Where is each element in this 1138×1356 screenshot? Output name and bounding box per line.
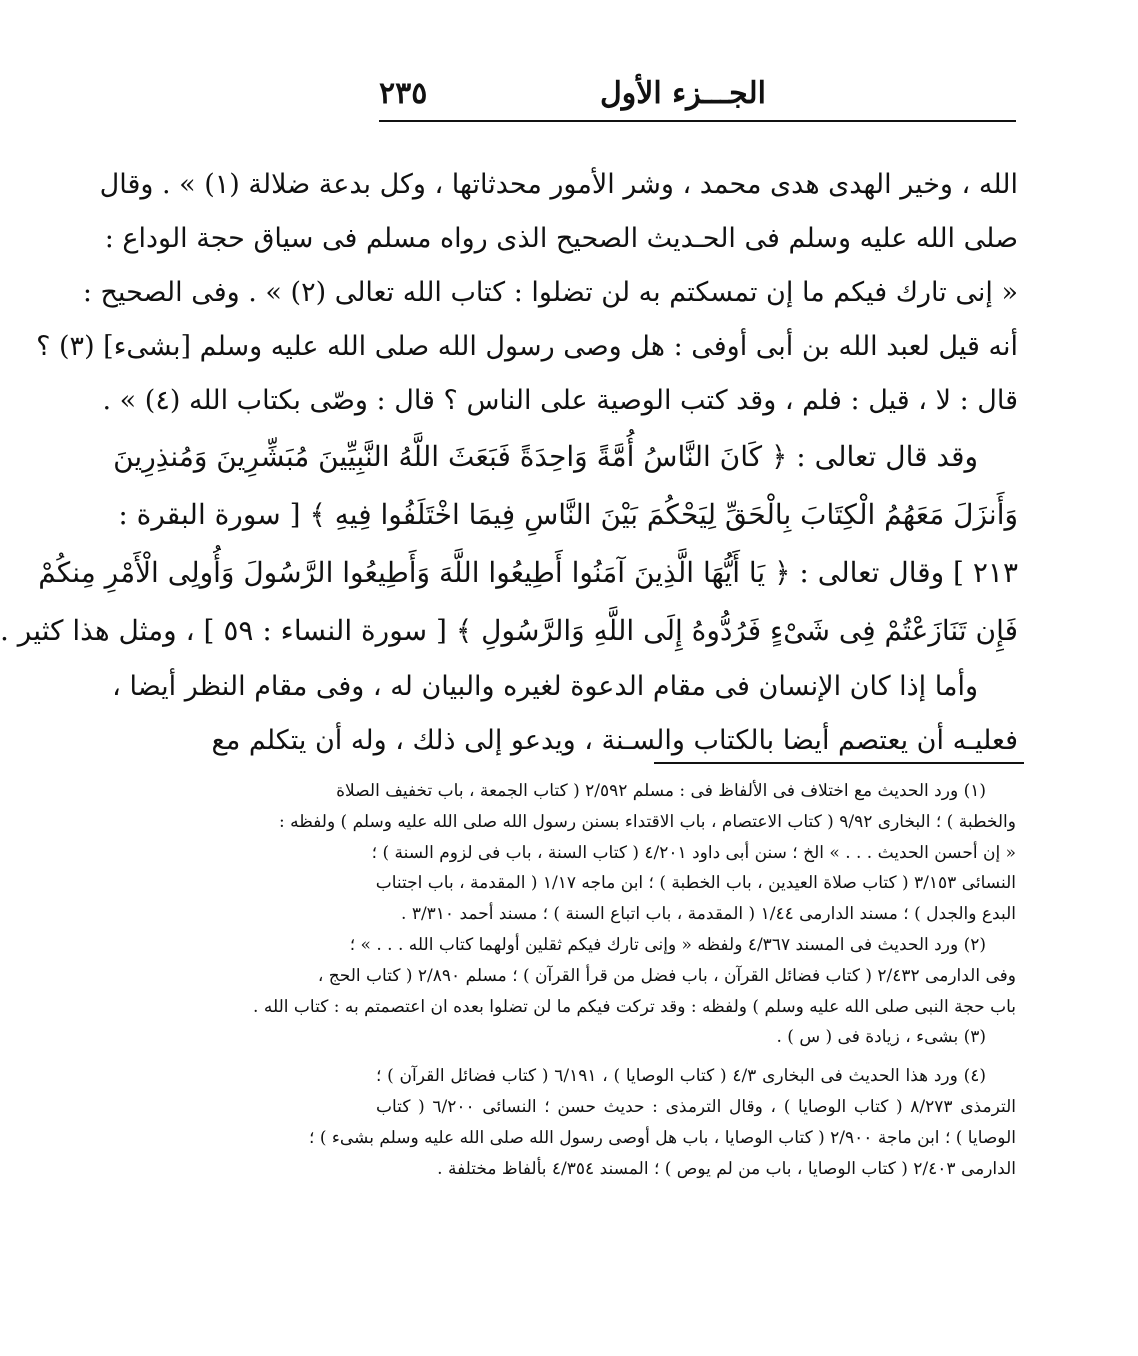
footnote-line: (١) ورد الحديث مع اختلاف فى الألفاظ فى : مسلم ٢/٥٩٢ ( كتاب الجمعة ، باب تخفيف الصلاة [336, 781, 986, 801]
footnote-1 [278, 776, 1016, 930]
header-rule [379, 120, 1016, 122]
quran-line: ٢١٣ ] وقال تعالى : ﴿ يَا أَيُّهَا الَّذِينَ آمَنُوا أَطِيعُوا اللَّهَ وَأَطِيعُوا الرَّسُولَ وَأُولِى الْأَمْرِ مِنكُمْ [38, 556, 1018, 589]
footnotes [253, 776, 1016, 1184]
footnote-line: (٣) بشىء ، زيادة فى ( س ) . [776, 1027, 986, 1048]
text-line: وأما إذا كان الإنسان فى مقام الدعوة لغيره والبيان له ، وفى مقام النظر أيضا ، [112, 671, 978, 702]
footnote-gap [376, 1053, 1016, 1061]
footnote-line: وفى الدارمى ٢/٤٣٢ ( كتاب فضائل القرآن ، باب فضل من قرأ القرآن ) ؛ مسلم ٢/٨٩٠ ( كتاب الحج ، [317, 965, 1016, 986]
page-number: ٢٣٥ [379, 76, 428, 111]
text-line: صلى الله عليه وسلم فى الحـديث الصحيح الذى رواه مسلم فى سياق حجة الوداع : [104, 223, 1018, 254]
footnote-separator [654, 762, 1024, 764]
text-line: فعليـه أن يعتصم أيضا بالكتاب والسـنة ، ويدعو إلى ذلك ، وله أن يتكلم مع [211, 725, 1018, 756]
footnote-line: الدارمى ٢/٤٠٣ ( كتاب الوصايا ، باب من لم يوص ) ؛ المسند ٤/٣٥٤ بألفاظ مختلفة . [437, 1158, 1016, 1179]
running-title: الجـــزء الأول [599, 76, 766, 111]
footnote-line: (٢) ورد الحديث فى المسند ٤/٣٦٧ ولفظه « وإنى تارك فيكم ثقلين أولهما كتاب الله . . . » ؛ [349, 934, 986, 955]
footnote-line: الترمذى ٨/٢٧٣ ( كتاب الوصايا ) ، وقال الترمذى : حديث حسن ؛ النسائى ٦/٢٠٠ ( كتاب [376, 1096, 1016, 1117]
footnote-4 [309, 1061, 1016, 1184]
quran-line: وَأَنزَلَ مَعَهُمُ الْكِتَابَ بِالْحَقِّ لِيَحْكُمَ بَيْنَ النَّاسِ فِيمَا اخْتَلَفُوا فِيهِ ﴾ [ سورة البقرة : [118, 498, 1018, 531]
text-line: قال : لا ، قيل : فلم ، وقد كتب الوصية على الناس ؟ قال : وصّى بكتاب الله (٤) » . [102, 385, 1018, 416]
footnote-line: « إن أحسن الحديث . . . » الخ ؛ سنن أبى داود ٤/٢٠١ ( كتاب السنة ، باب فى لزوم السنة ) ؛ [371, 842, 1016, 863]
page-header [379, 72, 1016, 118]
footnote-line: باب حجة النبى صلى الله عليه وسلم ) ولفظه : وقد تركت فيكم ما لن تضلوا بعده ان اعتصمتم به : كتاب الله . [253, 996, 1016, 1017]
footnote-line: البدع والجدل ) ؛ مسند الدارمى ١/٤٤ ( المقدمة ، باب اتباع السنة ) ؛ مسند أحمد ٣/٣١٠ . [401, 904, 1016, 925]
footnote-2 [253, 930, 1016, 1022]
footnote-line: الوصايا ) ؛ ابن ماجة ٢/٩٠٠ ( كتاب الوصايا ، باب هل أوصى رسول الله صلى الله عليه وسلم بشىء ) ؛ [309, 1127, 1016, 1148]
text-line: « إنى تارك فيكم ما إن تمسكتم به لن تضلوا : كتاب الله تعالى (٢) » . وفى الصحيح : [82, 277, 1018, 308]
text-line: أنه قيل لعبد الله بن أبى أوفى : هل وصى رسول الله صلى الله عليه وسلم [بشىء] (٣) ؟ [36, 331, 1018, 362]
footnote-line: (٤) ورد هذا الحديث فى البخارى ٤/٣ ( كتاب الوصايا ) ، ٦/١٩١ ( كتاب فضائل القرآن ) ؛ [376, 1066, 986, 1087]
text-line: الله ، وخير الهدى هدى محمد ، وشر الأمور محدثاتها ، وكل بدعة ضلالة (١) » . وقال [99, 169, 1018, 200]
quran-line: فَإِن تَنَازَعْتُمْ فِى شَىْءٍ فَرُدُّوهُ إِلَى اللَّهِ وَالرَّسُولِ ﴾ [ سورة النساء : ٥٩ ] ، ومثل هذا كثير . [0, 614, 1018, 647]
footnote-line: النسائى ٣/١٥٣ ( كتاب صلاة العيدين ، باب الخطبة ) ؛ ابن ماجه ١/١٧ ( المقدمة ، باب اجتناب [375, 873, 1016, 894]
main-text [0, 158, 1018, 768]
footnote-3 [376, 1022, 1016, 1053]
quran-line: وقد قال تعالى : ﴿ كَانَ النَّاسُ أُمَّةً وَاحِدَةً فَبَعَثَ اللَّهُ النَّبِيِّينَ مُبَشِّرِينَ وَمُنذِرِينَ [113, 440, 978, 473]
footnote-line: والخطبة ) ؛ البخارى ٩/٩٢ ( كتاب الاعتصام ، باب الاقتداء بسنن رسول الله صلى الله عليه وسلم ) ولفظه : [278, 811, 1016, 832]
